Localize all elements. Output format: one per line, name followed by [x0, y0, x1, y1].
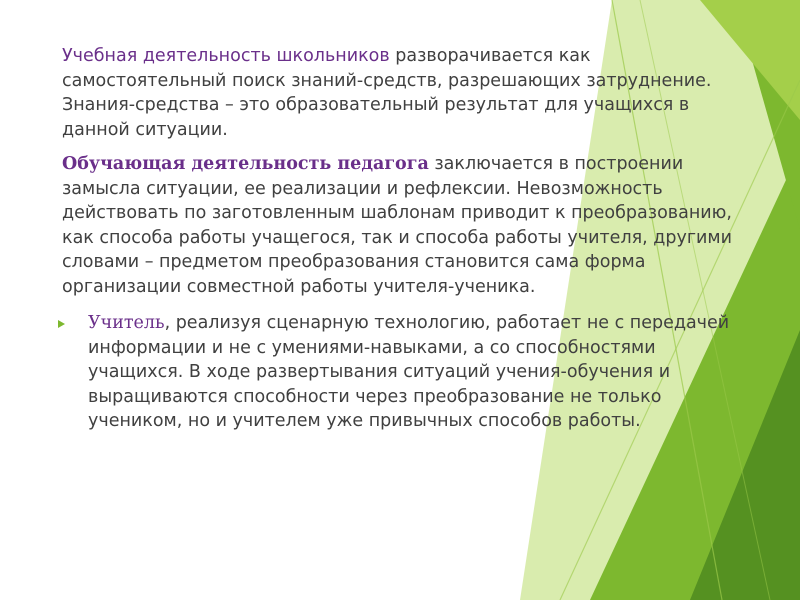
triangle-bullet-icon [58, 320, 65, 328]
paragraph-1 [62, 44, 752, 142]
paragraph-1-highlight: Учебная деятельность школьников [62, 46, 390, 66]
bullet-text: , реализуя сценарную технологию, работает не с передачей информации и не с умениями-навыками, а со способностями учащихся. В ходе развертывания ситуаций учения-обучения и выращиваются способности через преобразование не только учеником, но и учителем уже привычных способов работы. [88, 313, 730, 431]
paragraph-2-text: заключается в построении замысла ситуации, ее реализации и рефлексии. Невозможность действовать по заготовленным шаблонам приводит к преобразованию, как способа работы учащегося, так и способа работы учителя, другими словами – предметом преобразования становится сама форма организации совместной работы учителя-ученика. [62, 154, 732, 297]
paragraph-2 [62, 152, 752, 299]
paragraph-2-highlight: Обучающая деятельность педагога [62, 154, 429, 174]
bullet-highlight: Учитель [88, 313, 165, 333]
bullet-item [58, 311, 752, 434]
slide-content [62, 44, 752, 434]
paragraph-1-text: разворачивается как самостоятельный поиск знаний-средств, разрешающих затруднение. Знания-средства – это образовательный результат для учащихся в данной ситуации. [62, 46, 712, 140]
